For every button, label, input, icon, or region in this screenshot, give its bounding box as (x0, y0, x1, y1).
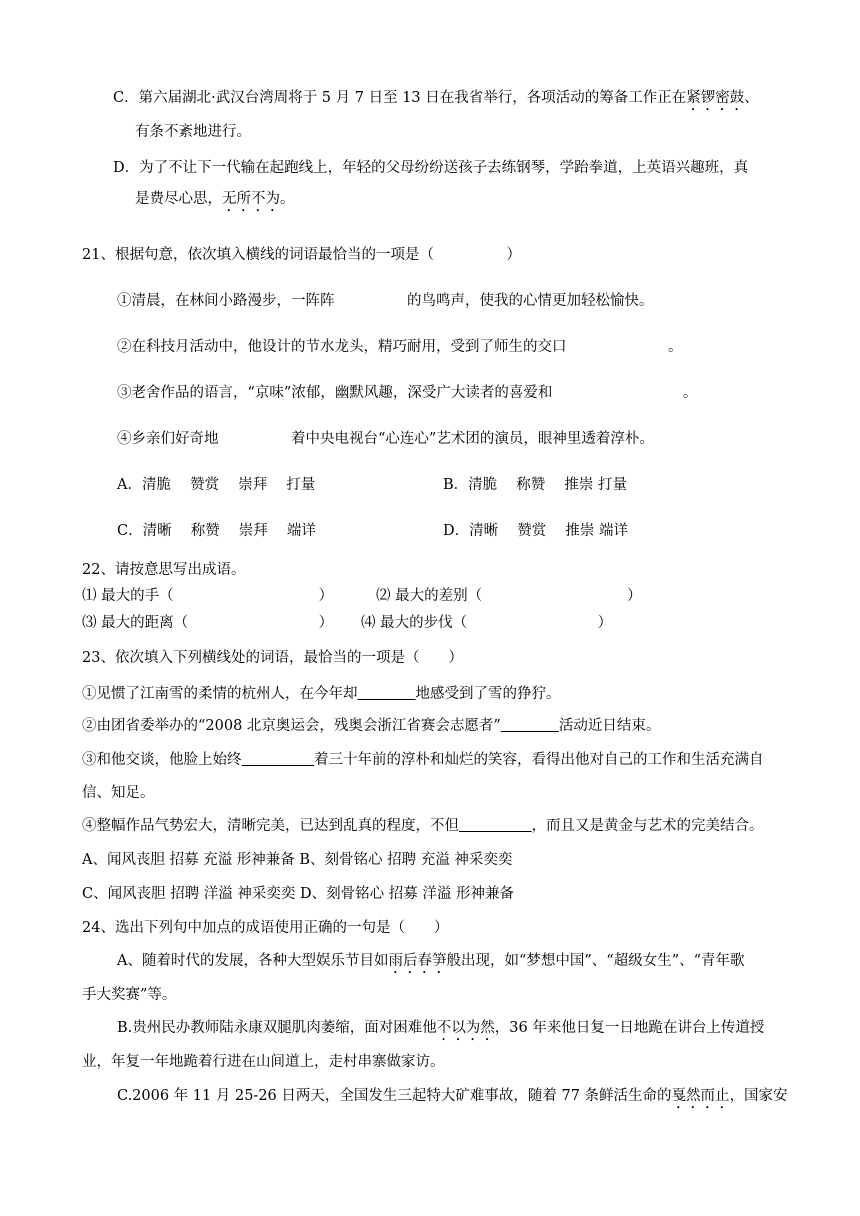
q21-option-a: A．清脆 赞赏 崇拜 打量 (117, 477, 316, 493)
q24-a-end: 般出现，如“梦想中国”、“超级女生”、“青年歌 (446, 953, 745, 969)
q23-s1-blank (358, 686, 416, 702)
q23-s4-end: ，而且又是黄金与艺术的完美结合。 (531, 818, 764, 834)
q22-item-2: ⑵ 最大的差别（ ） (376, 588, 642, 604)
q20-option-c (113, 88, 759, 114)
q24-c-dotted-idiom: 戛然而止 (671, 1088, 730, 1104)
q24-c-text: C.2006 年 11 月 25-26 日两天，全国发生三起特大矿难事故，随着 77 条鲜活生命的 (117, 1088, 672, 1104)
q23-s3-end: 着三十年前的淳朴和灿烂的笑容，看得出他对自己的工作和生活充满自 (314, 752, 764, 768)
q23-sentence-3-line2: 信、知足。 (82, 785, 155, 801)
q21-stem: 21、根据句意，依次填入横线的词语最恰当的一项是（ ） (82, 247, 521, 263)
q23-sentence-1 (82, 684, 561, 704)
q20-option-d-line2 (135, 189, 295, 215)
q23-s1-end: 地感受到了雪的狰狞。 (415, 686, 561, 702)
q24-a-text: A、随着时代的发展，各种大型娱乐节目如 (117, 953, 389, 969)
q21-option-c: C．清晰 称赞 崇拜 端详 (117, 523, 316, 539)
q24-option-a (117, 951, 745, 977)
q24-option-b (117, 1018, 764, 1044)
q20-option-d: D．为了不让下一代输在起跑线上，年轻的父母纷纷送孩子去练钢琴，学跆拳道，上英语兴趣班，真 (113, 160, 749, 176)
q24-option-c (117, 1086, 788, 1112)
q20-c-text: C．第六届湖北·武汉台湾周将于 5 月 7 日至 13 日在我省举行，各项活动的筹备工作正在 (113, 90, 687, 106)
q20-d-dotted-idiom: 无所不为 (222, 191, 280, 207)
q24-b-dotted-idiom: 不以为然 (436, 1020, 495, 1036)
q24-option-b-line2: 业，年复一年地跪着行进在山间道上，走村串寨做家访。 (82, 1054, 445, 1070)
q23-s3-blank (242, 752, 315, 768)
q23-s4-blank (459, 818, 532, 834)
q22-stem: 22、请按意思写出成语。 (82, 562, 246, 578)
q24-c-end: ，国家安 (729, 1088, 788, 1104)
q20-d-text: 是费尽心思， (135, 191, 222, 207)
q24-a-dotted-idiom: 雨后春笋 (388, 953, 447, 969)
q22-item-4: ⑷ 最大的步伐（ ） (361, 615, 613, 631)
q21-sentence-1: ①清晨，在林间小路漫步，一阵阵 的鸟鸣声，使我的心情更加轻松愉快。 (117, 293, 654, 309)
q24-option-a-line2: 手大奖赛”等。 (82, 987, 177, 1003)
q24-b-end: ，36 年来他日复一日地跪在讲台上传道授 (494, 1020, 765, 1036)
q23-s2-text: ②由团省委举办的“2008 北京奥运会，残奥会浙江省赛会志愿者” (82, 718, 501, 734)
q22-item-1: ⑴ 最大的手（ ） (82, 588, 334, 604)
q20-c-dotted-idiom: 紧锣密鼓 (686, 90, 745, 106)
q24-b-text: B.贵州民办教师陆永康双腿肌肉萎缩，面对困难他 (117, 1020, 437, 1036)
q21-option-d: D．清晰 赞赏 推崇 端详 (443, 523, 628, 539)
q23-s3-text: ③和他交谈，他脸上始终 (82, 752, 242, 768)
q23-s2-blank (501, 718, 559, 734)
q21-sentence-4: ④乡亲们好奇地 着中央电视台“心连心”艺术团的演员，眼神里透着淳朴。 (117, 431, 654, 447)
q20-d-end: 。 (280, 191, 295, 207)
q23-sentence-3 (82, 750, 764, 770)
q23-s1-text: ①见惯了江南雪的柔情的杭州人，在今年却 (82, 686, 358, 702)
q24-stem: 24、选出下列句中加点的成语使用正确的一句是（ ） (82, 920, 449, 936)
q20-option-c-line2: 有条不紊地进行。 (135, 124, 251, 140)
q23-options-ab: A、闻风丧胆 招募 充溢 形神兼备 B、刻骨铭心 招聘 充溢 神采奕奕 (82, 852, 513, 868)
q21-sentence-3: ③老舍作品的语言，“京味”浓郁，幽默风趣，深受广大读者的喜爱和 。 (117, 385, 698, 401)
q23-stem: 23、依次填入下列横线处的词语，最恰当的一项是（ ） (82, 650, 463, 666)
q23-s2-end: 活动近日结束。 (558, 718, 661, 734)
q23-options-cd: C、闻风丧胆 招聘 洋溢 神采奕奕 D、刻骨铭心 招募 洋溢 形神兼备 (82, 886, 514, 902)
q20-c-end: 、 (744, 90, 759, 106)
q23-sentence-4 (82, 816, 764, 836)
q21-sentence-2: ②在科技月活动中，他设计的节水龙头，精巧耐用，受到了师生的交口 。 (117, 339, 683, 355)
q21-option-b: B．清脆 称赞 推崇 打量 (443, 477, 627, 493)
q23-s4-text: ④整幅作品气势宏大，清晰完美，已达到乱真的程度，不但 (82, 818, 459, 834)
q22-item-3: ⑶ 最大的距离（ ） (82, 615, 334, 631)
q23-sentence-2 (82, 716, 660, 736)
